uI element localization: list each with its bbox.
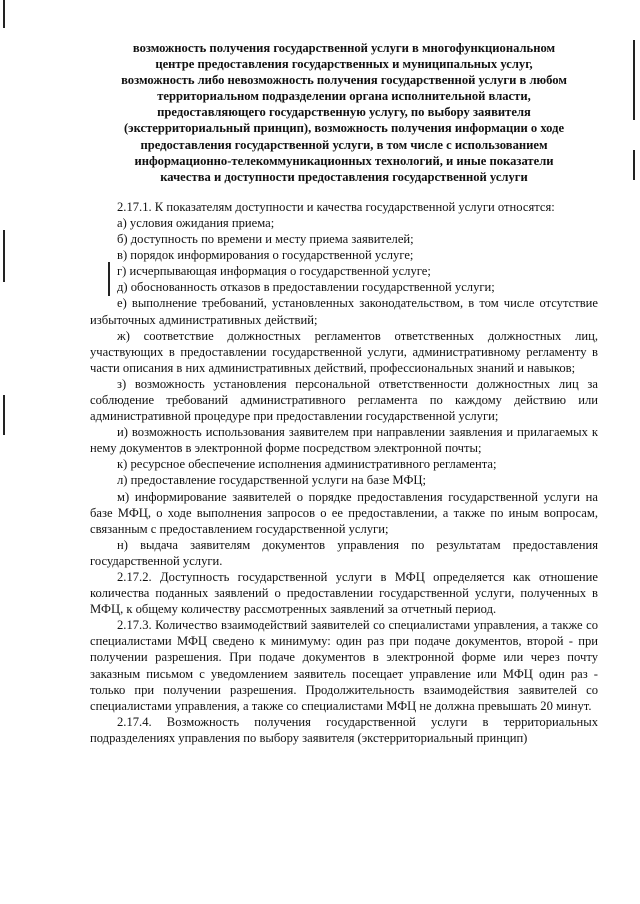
list-item-v: в) порядок информирования о государственной услуге; xyxy=(117,248,414,263)
list-item-b: б) доступность по времени и месту приема заявителей; xyxy=(117,232,414,247)
paragraph-2-17-2: 2.17.2. Доступность государственной услуги в МФЦ определяется как отношение количества поданных заявлений о предоставлении государственной услуги, полученных в МФЦ, к общему количеству рассмотренных заявлений за отчетный период. xyxy=(90,570,598,617)
list-item-z: з) возможность установления персональной ответственности должностных лиц за соблюдение требований административного регламента по каждому действию или административной процедуре при предоставлении государственной услуги; xyxy=(90,376,598,424)
heading-line: предоставляющего государственную услугу, по выбору заявителя xyxy=(157,105,531,120)
paragraph-2-17-4: 2.17.4. Возможность получения государственной услуги в территориальных подразделениях управления по выбору заявителя (экстерриториальный принцип) xyxy=(90,714,598,745)
list-item-n: н) выдача заявителям документов управления по результатам предоставления государственной услуги. xyxy=(90,537,598,568)
scan-edge-mark xyxy=(633,40,635,120)
list-item-e: е) выполнение требований, установленных законодательством, в том числе отсутствие избыточных административных действий; xyxy=(90,296,598,327)
scan-edge-mark xyxy=(633,150,635,180)
heading-line: информационно-телекоммуникационных технологий, и иные показатели xyxy=(134,153,554,168)
paragraph-2-17-1: 2.17.1. К показателям доступности и качества государственной услуги относятся: xyxy=(117,199,555,214)
heading-line: предоставления государственной услуги, в том числе с использованием xyxy=(140,137,548,152)
heading-line: территориальном подразделении органа исполнительной власти, xyxy=(157,89,531,104)
list-item-m: м) информирование заявителей о порядке предоставления государственной услуги на базе МФЦ, о ходе выполнения запросов о ее предоставлении, а также по иным вопросам, связанным с предоставлением государственной услуги; xyxy=(90,489,598,536)
list-item-i: и) возможность использования заявителем при направлении заявления и прилагаемых к нему документов в электронной форме посредством электронной почты; xyxy=(90,425,598,456)
list-item-g: г) исчерпывающая информация о государственной услуге; xyxy=(117,264,431,279)
list-item-l: л) предоставление государственной услуги на базе МФЦ; xyxy=(117,473,427,488)
document-page xyxy=(90,40,598,746)
scan-edge-mark xyxy=(3,395,5,435)
list-item-k: к) ресурсное обеспечение исполнения административного регламента; xyxy=(117,457,497,472)
heading-line: центре предоставления государственных и муниципальных услуг, xyxy=(155,57,533,72)
list-item-zh: ж) соответствие должностных регламентов ответственных должностных лиц, участвующих в предоставлении государственной услуги, административному регламенту в части описания в них административных действий, профессиональных знаний и навыков; xyxy=(90,328,598,375)
list-item-d: д) обоснованность отказов в предоставлении государственной услуги; xyxy=(117,280,495,295)
section-heading xyxy=(90,40,598,185)
list-item-a: а) условия ожидания приема; xyxy=(117,215,275,230)
scan-edge-mark xyxy=(3,0,5,28)
scan-edge-mark xyxy=(3,230,5,282)
paragraph-2-17-3: 2.17.3. Количество взаимодействий заявителей со специалистами управления, а также со специалистами МФЦ сведено к минимуму: один раз при подаче документов, второй - при получении разрешения. При подаче документов в электронной форме или через почту заказным письмом с уведомлением заявитель посещает управление или МФЦ один раз - только при получении разрешения. Продолжительность взаимодействия заявителей со специалистами управления, а также со специалистами МФЦ не должна превышать 20 минут. xyxy=(90,618,598,713)
heading-line: возможность получения государственной услуги в многофункциональном xyxy=(132,41,556,55)
heading-line: возможность либо невозможность получения государственной услуги в любом xyxy=(121,73,567,88)
heading-line: (экстерриториальный принцип), возможность получения информации о ходе xyxy=(123,121,565,136)
heading-line: качества и доступности предоставления государственной услуги xyxy=(160,169,528,184)
